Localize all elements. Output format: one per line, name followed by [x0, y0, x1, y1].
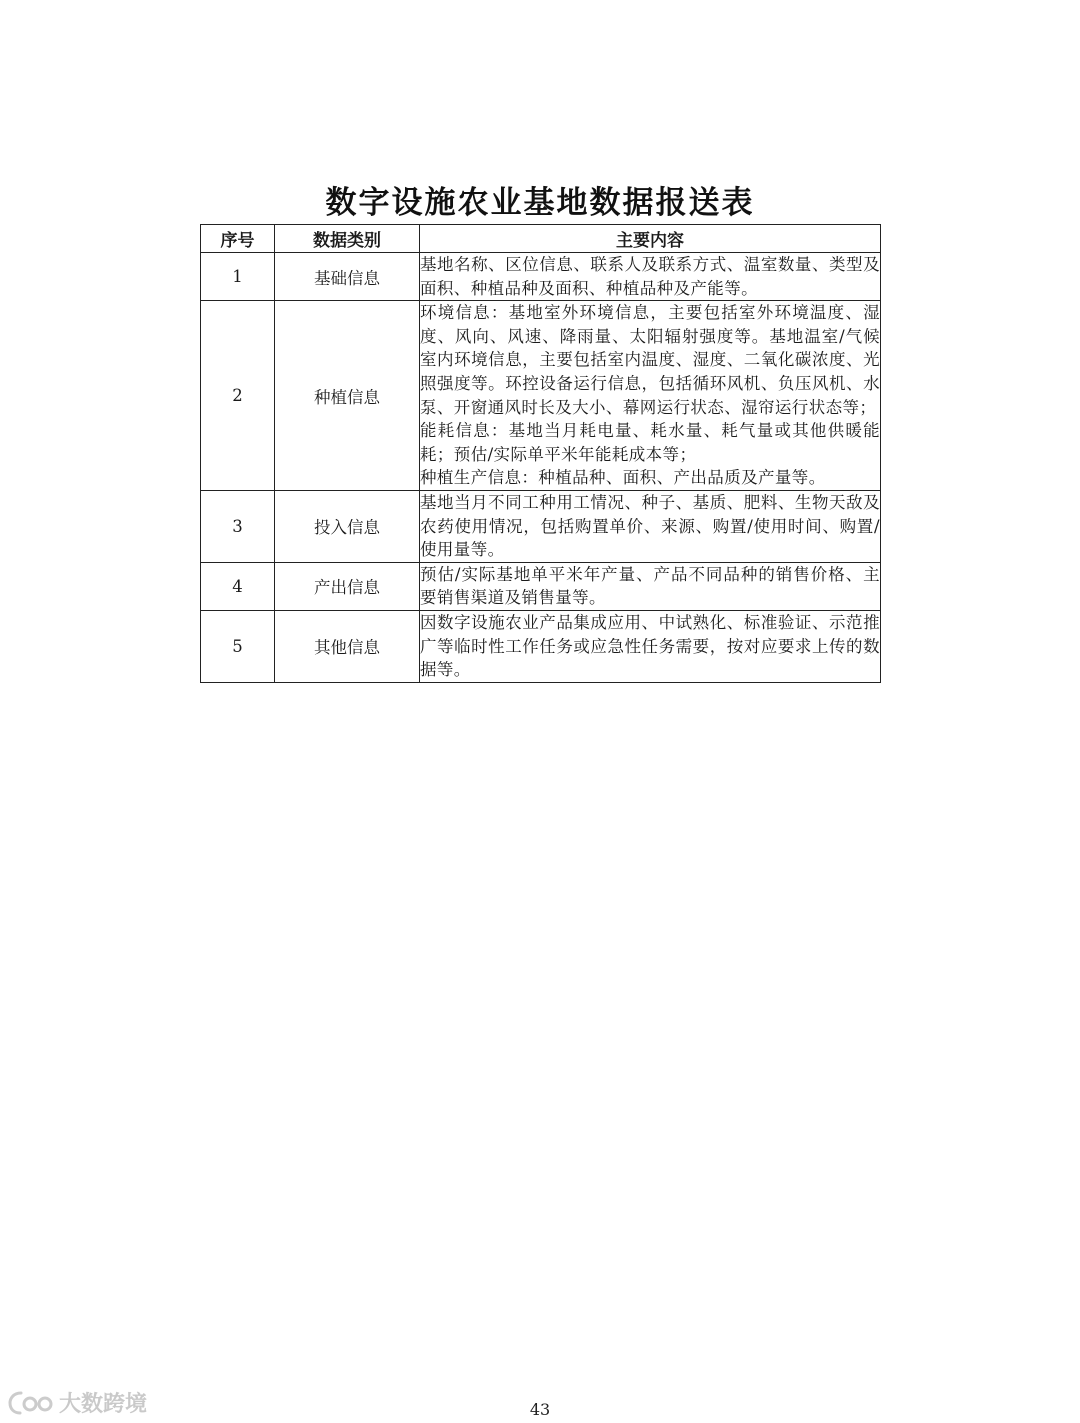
content-paragraph: 预估/实际基地单平米年产量、产品不同品种的销售价格、主要销售渠道及销售量等。 — [420, 564, 880, 608]
row-category: 产出信息 — [275, 562, 420, 610]
content-paragraph: 种植生产信息：种植品种、面积、产出品质及产量等。 — [420, 468, 826, 488]
table-row — [201, 301, 881, 491]
row-serial-no: 3 — [201, 490, 275, 562]
row-category: 种植信息 — [275, 301, 420, 491]
row-content — [420, 301, 881, 491]
content-paragraph: 能耗信息：基地当月耗电量、耗水量、耗气量或其他供暖能耗；预估/实际单平米年能耗成本等； — [420, 421, 880, 464]
content-paragraph: 因数字设施农业产品集成应用、中试熟化、标准验证、示范推广等临时性工作任务或应急性任务需要，按对应要求上传的数据等。 — [420, 612, 880, 680]
content-paragraph: 基地名称、区位信息、联系人及联系方式、温室数量、类型及面积、种植品种及面积、种植品种及产能等。 — [420, 255, 880, 298]
page-title: 数字设施农业基地数据报送表 — [325, 185, 755, 221]
header-main-content: 主要内容 — [420, 225, 881, 253]
row-content — [420, 253, 881, 301]
row-category: 基础信息 — [275, 253, 420, 301]
row-content — [420, 610, 881, 682]
row-serial-no: 5 — [201, 610, 275, 682]
row-serial-no: 2 — [201, 301, 275, 491]
table-row — [201, 610, 881, 682]
row-category: 投入信息 — [275, 490, 420, 562]
content-paragraph: 环境信息：基地室外环境信息，主要包括室外环境温度、湿度、风向、风速、降雨量、太阳辐射强度等。基地温室/气候室内环境信息，主要包括室内温度、湿度、二氧化碳浓度、光照强度等。环控设备运行信息，包括循环风机、负压风机、水泵、开窗通风时长及大小、幕网运行状态、湿帘运行状态等； — [420, 303, 880, 417]
table-row — [201, 490, 881, 562]
row-content — [420, 490, 881, 562]
table-row — [201, 253, 881, 301]
row-content — [420, 562, 881, 610]
page-number: 43 — [529, 1400, 551, 1419]
table-row — [201, 562, 881, 610]
data-report-table — [200, 224, 881, 683]
content-paragraph: 基地当月不同工种用工情况、种子、基质、肥料、生物天敌及农药使用情况，包括购置单价、来源、购置/使用时间、购置/使用量等。 — [420, 492, 880, 560]
row-serial-no: 4 — [201, 562, 275, 610]
header-data-category: 数据类别 — [275, 225, 420, 253]
watermark-text: 大数跨境 — [59, 1392, 148, 1417]
table-header-row — [201, 225, 881, 253]
header-serial-no: 序号 — [201, 225, 275, 253]
row-category: 其他信息 — [275, 610, 420, 682]
row-serial-no: 1 — [201, 253, 275, 301]
